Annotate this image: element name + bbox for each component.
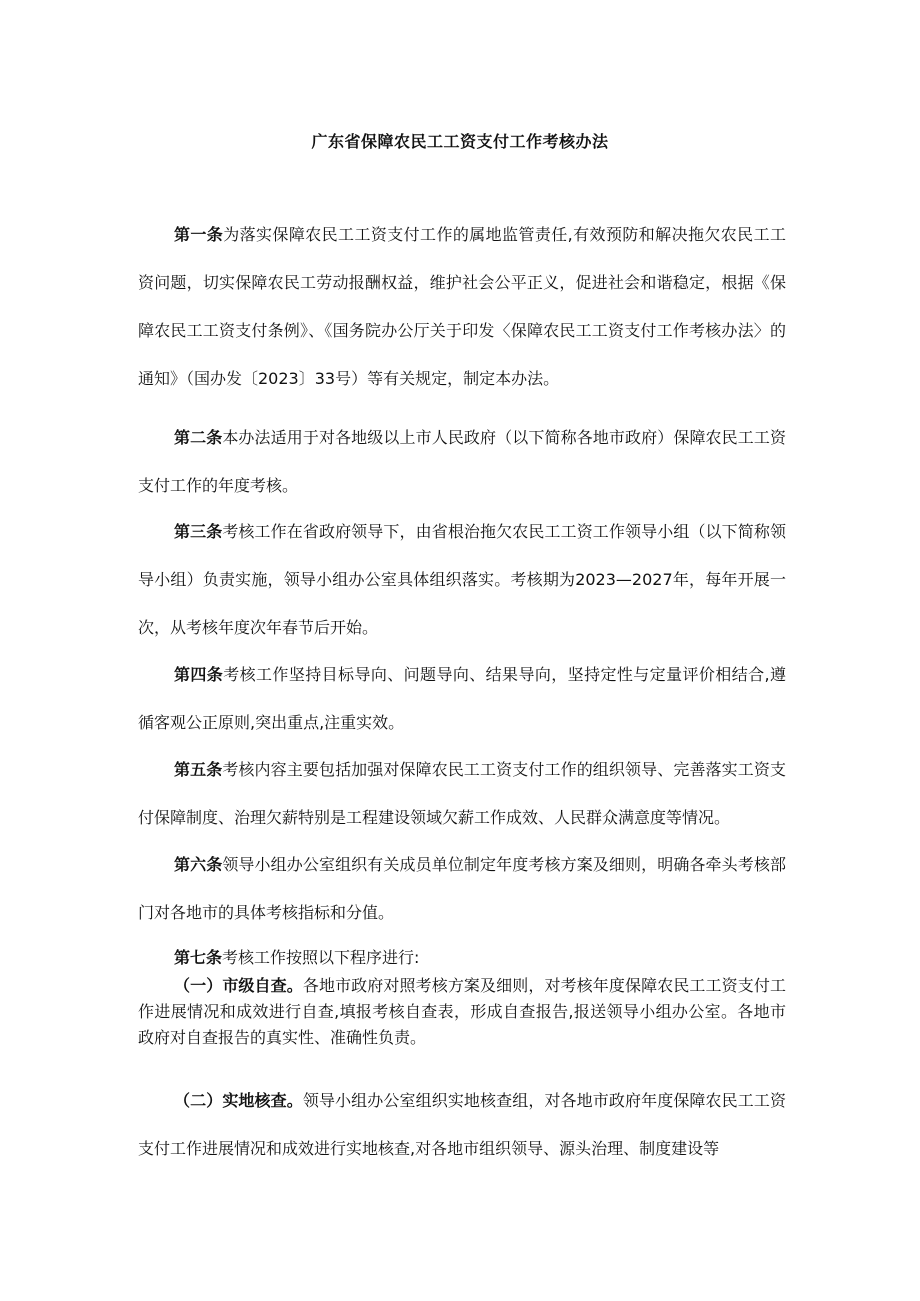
article-5 xyxy=(138,746,786,842)
article-heading: 第三条 xyxy=(174,522,223,541)
article-heading: 第二条 xyxy=(174,428,223,447)
article-3 xyxy=(138,508,786,652)
item-heading: （二）实地核查。 xyxy=(174,1091,303,1110)
procedure-item-1 xyxy=(138,973,786,1051)
article-1 xyxy=(138,211,786,403)
article-heading: 第五条 xyxy=(174,760,223,779)
article-text: 考核内容主要包括加强对保障农民工工资支付工作的组织领导、完善落实工资支付保障制度、治理欠薪特别是工程建设领域欠薪工作成效、人民群众满意度等情况。 xyxy=(138,760,786,827)
document-title: 广东省保障农民工工资支付工作考核办法 xyxy=(311,132,609,151)
item-text: 各地市政府对照考核方案及细则，对考核年度保障农民工工资支付工作进展情况和成效进行自查,填报考核自查表，形成自查报告,报送领导小组办公室。各地市政府对自查报告的真实性、准确性负责。 xyxy=(138,976,786,1047)
article-4 xyxy=(138,651,786,747)
article-heading: 第一条 xyxy=(174,225,224,244)
article-heading: 第六条 xyxy=(174,855,223,874)
article-6 xyxy=(138,841,786,937)
article-text: 领导小组办公室组织有关成员单位制定年度考核方案及细则，明确各牵头考核部门对各地市的具体考核指标和分值。 xyxy=(138,855,786,922)
article-text: 考核工作坚持目标导向、问题导向、结果导向，坚持定性与定量评价相结合,遵循客观公正原则,突出重点,注重实效。 xyxy=(138,665,786,732)
article-text: 考核工作在省政府领导下，由省根治拖欠农民工工资工作领导小组（以下简称领导小组）负责实施，领导小组办公室具体组织落实。考核期为2023—2027年，每年开展一次，从考核年度次年春节后开始。 xyxy=(138,522,786,637)
procedure-item-2 xyxy=(138,1077,786,1173)
article-7 xyxy=(138,945,786,971)
article-text: 为落实保障农民工工资支付工作的属地监管责任,有效预防和解决拖欠农民工工资问题，切实保障农民工劳动报酬权益，维护社会公平正义，促进社会和谐稳定，根据《保障农民工工资支付条例》、《国务院办公厅关于印发〈保障农民工工资支付工作考核办法〉的通知》（国办发〔2023〕33号）等有关规定，制定本办法。 xyxy=(138,225,786,388)
item-heading: （一）市级自查。 xyxy=(174,976,303,995)
item-text: 领导小组办公室组织实地核查组，对各地市政府年度保障农民工工资支付工作进展情况和成效进行实地核查,对各地市组织领导、源头治理、制度建设等 xyxy=(138,1091,786,1158)
article-heading: 第七条 xyxy=(174,948,223,967)
article-text: 本办法适用于对各地级以上市人民政府（以下简称各地市政府）保障农民工工资支付工作的年度考核。 xyxy=(138,428,786,495)
article-text: 考核工作按照以下程序进行: xyxy=(222,948,420,967)
article-heading: 第四条 xyxy=(174,665,224,684)
article-2 xyxy=(138,414,786,510)
